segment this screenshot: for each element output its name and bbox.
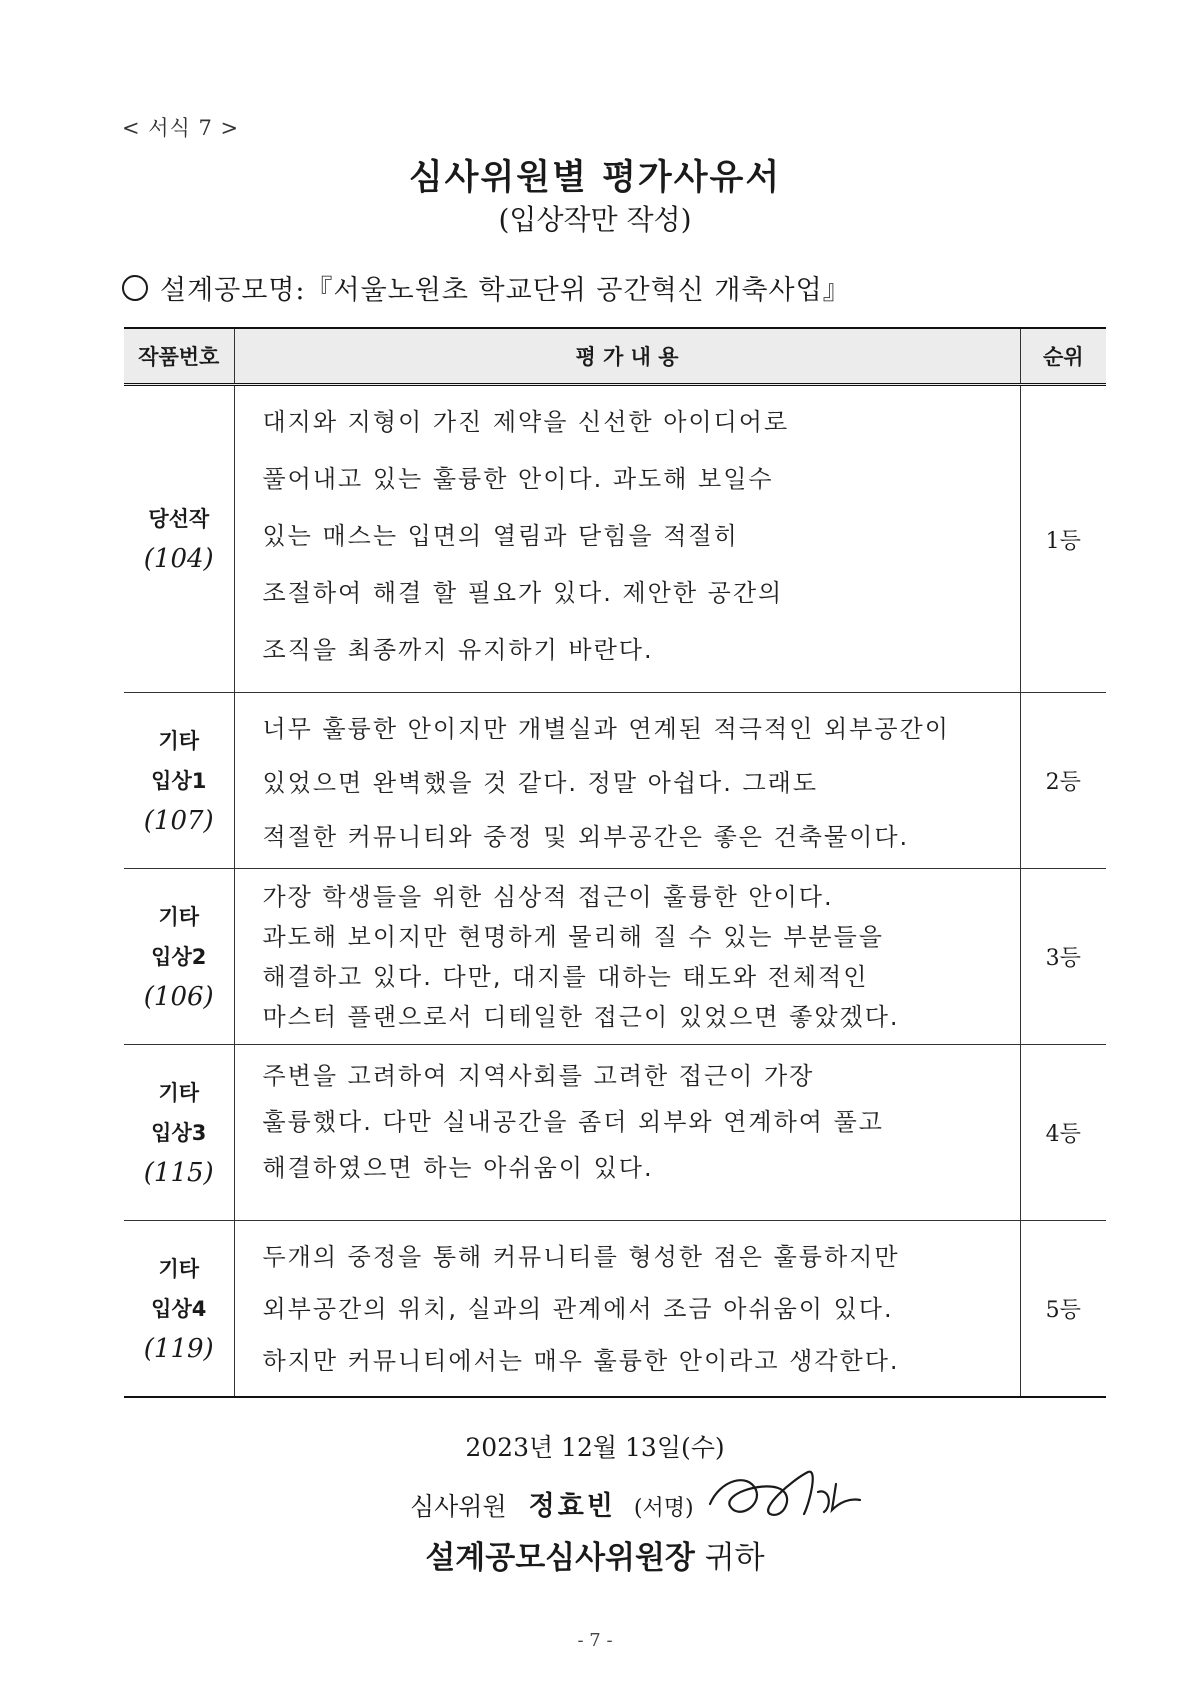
table-row	[124, 385, 1106, 693]
evaluation-line: 있었으면 완벽했을 것 같다. 정말 아쉽다. 그래도	[262, 769, 819, 797]
evaluation-line: 과도해 보이지만 현명하게 물리해 질 수 있는 부분들을	[262, 923, 884, 951]
evaluation-line: 두개의 중정을 통해 커뮤니티를 형성한 점은 훌륭하지만	[262, 1243, 900, 1271]
signer-name: 정효빈	[528, 1491, 616, 1522]
header-evaluation-content: 평 가 내 용	[234, 328, 1020, 385]
addressee-name: 설계공모심사위원장	[425, 1540, 695, 1576]
rank-value: 5등	[1020, 1221, 1106, 1398]
evaluation-line: 해결하였으면 하는 아쉬움이 있다.	[262, 1154, 654, 1182]
evaluation-text	[234, 1221, 1020, 1398]
form-number: < 서식 7 >	[122, 116, 240, 140]
entry-number: (106)	[143, 981, 214, 1012]
addressee-line	[0, 1532, 1190, 1577]
table-header-row	[124, 328, 1106, 385]
entry-cell	[124, 385, 234, 693]
entry-category: 기타	[158, 728, 200, 753]
document-date: 2023년 12월 13일(수)	[465, 1433, 725, 1462]
signature-seal: (서명)	[633, 1496, 694, 1521]
table-row	[124, 1221, 1106, 1398]
entry-sub: 입상3	[151, 1120, 207, 1145]
evaluation-line: 풀어내고 있는 훌륭한 안이다. 과도해 보일수	[262, 465, 774, 493]
evaluation-line: 외부공간의 위치, 실과의 관계에서 조금 아쉬움이 있다.	[262, 1295, 894, 1323]
evaluation-line: 조직을 최종까지 유지하기 바란다.	[262, 636, 654, 664]
project-label: 설계공모명:	[160, 275, 306, 306]
header-entry-number: 작품번호	[124, 328, 234, 385]
entry-number: (107)	[143, 805, 214, 836]
evaluation-line: 훌륭했다. 다만 실내공간을 좀더 외부와 연계하여 풀고	[262, 1108, 884, 1136]
evaluation-text	[234, 869, 1020, 1045]
entry-category: 기타	[158, 1256, 200, 1281]
rank-value: 2등	[1020, 693, 1106, 869]
document-title: 심사위원별 평가사유서	[408, 157, 782, 198]
entry-cell	[124, 1221, 234, 1398]
evaluation-text	[234, 385, 1020, 693]
entry-cell	[124, 693, 234, 869]
circle-bullet-icon	[122, 275, 148, 301]
table-row	[124, 869, 1106, 1045]
evaluation-line: 하지만 커뮤니티에서는 매우 훌륭한 안이라고 생각한다.	[262, 1347, 900, 1375]
project-line	[122, 268, 851, 307]
evaluation-line: 너무 훌륭한 안이지만 개별실과 연계된 적극적인 외부공간이	[262, 715, 950, 743]
entry-category: 당선작	[148, 507, 210, 531]
entry-number: (115)	[143, 1157, 214, 1188]
document-subtitle: (입상작만 작성)	[498, 203, 692, 236]
signer-line	[410, 1484, 694, 1523]
evaluation-line: 마스터 플랜으로서 디테일한 접근이 있었으면 좋았겠다.	[262, 1003, 900, 1031]
entry-sub: 입상1	[151, 768, 207, 793]
evaluation-table	[124, 327, 1106, 1398]
handwritten-signature-icon	[700, 1462, 870, 1532]
evaluation-line: 있는 매스는 입면의 열림과 닫힘을 적절히	[262, 522, 739, 550]
evaluation-line: 가장 학생들을 위한 심상적 접근이 훌륭한 안이다.	[262, 883, 834, 911]
entry-cell	[124, 1045, 234, 1221]
entry-number: (104)	[143, 544, 214, 574]
table-row	[124, 693, 1106, 869]
rank-value: 1등	[1020, 385, 1106, 693]
entry-category: 기타	[158, 1080, 200, 1105]
rank-value: 3등	[1020, 869, 1106, 1045]
page-number: - 7 -	[577, 1630, 613, 1651]
entry-cell	[124, 869, 234, 1045]
entry-sub: 입상4	[151, 1296, 207, 1321]
rank-value: 4등	[1020, 1045, 1106, 1221]
entry-sub: 입상2	[151, 944, 207, 969]
header-rank: 순위	[1020, 328, 1106, 385]
evaluation-text	[234, 693, 1020, 869]
addressee-suffix: 귀하	[704, 1540, 765, 1576]
signer-label: 심사위원	[410, 1492, 507, 1521]
evaluation-line: 주변을 고려하여 지역사회를 고려한 접근이 가장	[262, 1062, 815, 1090]
table-row	[124, 1045, 1106, 1221]
evaluation-line: 조절하여 해결 할 필요가 있다. 제안한 공간의	[262, 579, 784, 607]
evaluation-text	[234, 1045, 1020, 1221]
evaluation-line: 적절한 커뮤니티와 중정 및 외부공간은 좋은 건축물이다.	[262, 823, 910, 851]
evaluation-line: 대지와 지형이 가진 제약을 신선한 아이디어로	[262, 408, 790, 436]
project-name: 『서울노원초 학교단위 공간혁신 개축사업』	[305, 275, 851, 306]
entry-category: 기타	[158, 904, 200, 929]
entry-number: (119)	[143, 1333, 214, 1364]
evaluation-line: 해결하고 있다. 다만, 대지를 대하는 태도와 전체적인	[262, 963, 869, 991]
